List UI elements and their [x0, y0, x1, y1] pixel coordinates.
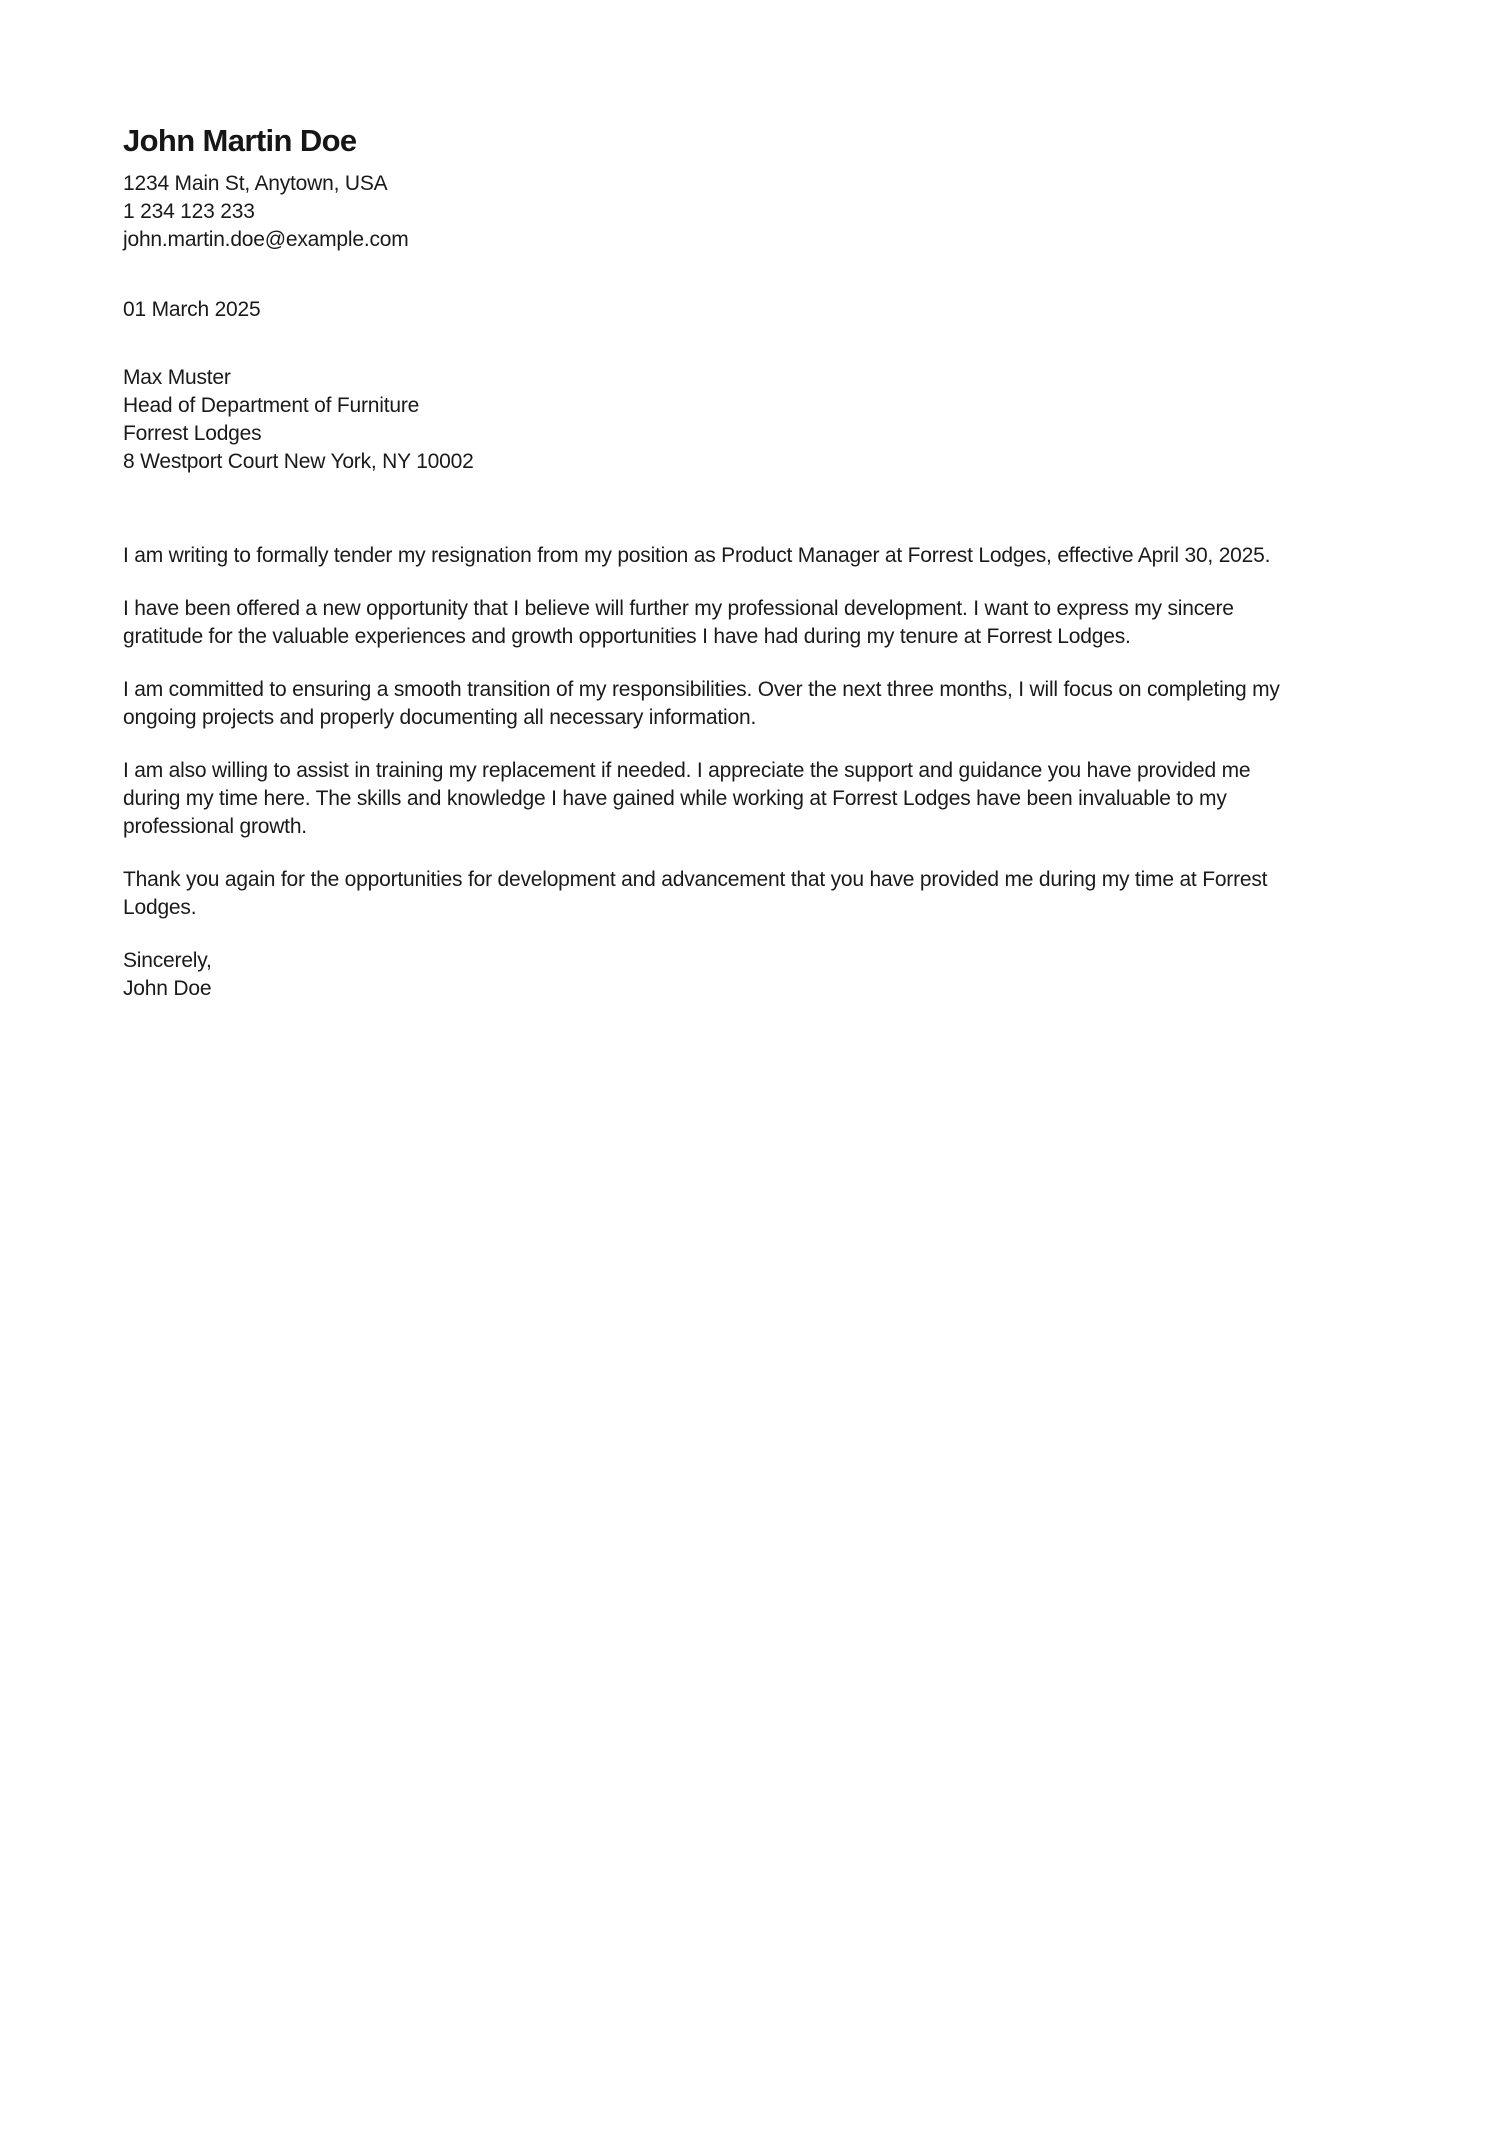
body-paragraph: I have been offered a new opportunity that I believe will further my professional development. I want to express my sincere gratitude for the valuable experiences and growth opportunities I have had during my tenure at Forrest Lodges.: [123, 597, 1234, 648]
recipient-address: 8 Westport Court New York, NY 10002: [123, 450, 474, 473]
body-paragraph: I am committed to ensuring a smooth transition of my responsibilities. Over the next three months, I will focus on completing my ongoing projects and properly documenting all necessary information.: [123, 678, 1280, 729]
recipient-block: [123, 364, 1303, 476]
letter-body: [123, 542, 1303, 922]
recipient-name: Max Muster: [123, 366, 231, 389]
letter-date: 01 March 2025: [123, 298, 261, 321]
sender-name: John Martin Doe: [123, 123, 357, 158]
body-paragraph: Thank you again for the opportunities for development and advancement that you have provided me during my time at Forrest Lodges.: [123, 868, 1268, 919]
closing-block: [123, 947, 1303, 1003]
sender-header: [123, 122, 1303, 254]
body-paragraph: I am writing to formally tender my resignation from my position as Product Manager at Forrest Lodges, effective April 30, 2025.: [123, 544, 1271, 567]
sender-address: 1234 Main St, Anytown, USA: [123, 172, 388, 195]
body-paragraph: I am also willing to assist in training my replacement if needed. I appreciate the support and guidance you have provided me during my time here. The skills and knowledge I have gained while working at Forrest Lodges have been invaluable to my professional growth.: [123, 759, 1251, 838]
valediction: Sincerely,: [123, 949, 212, 972]
sender-phone: 1 234 123 233: [123, 200, 255, 223]
sender-contact-block: [123, 170, 1303, 254]
letter-content: [0, 0, 1413, 1003]
signature: John Doe: [123, 977, 212, 1000]
recipient-company: Forrest Lodges: [123, 422, 262, 445]
sender-email: john.martin.doe@example.com: [123, 228, 409, 251]
recipient-title: Head of Department of Furniture: [123, 394, 420, 417]
